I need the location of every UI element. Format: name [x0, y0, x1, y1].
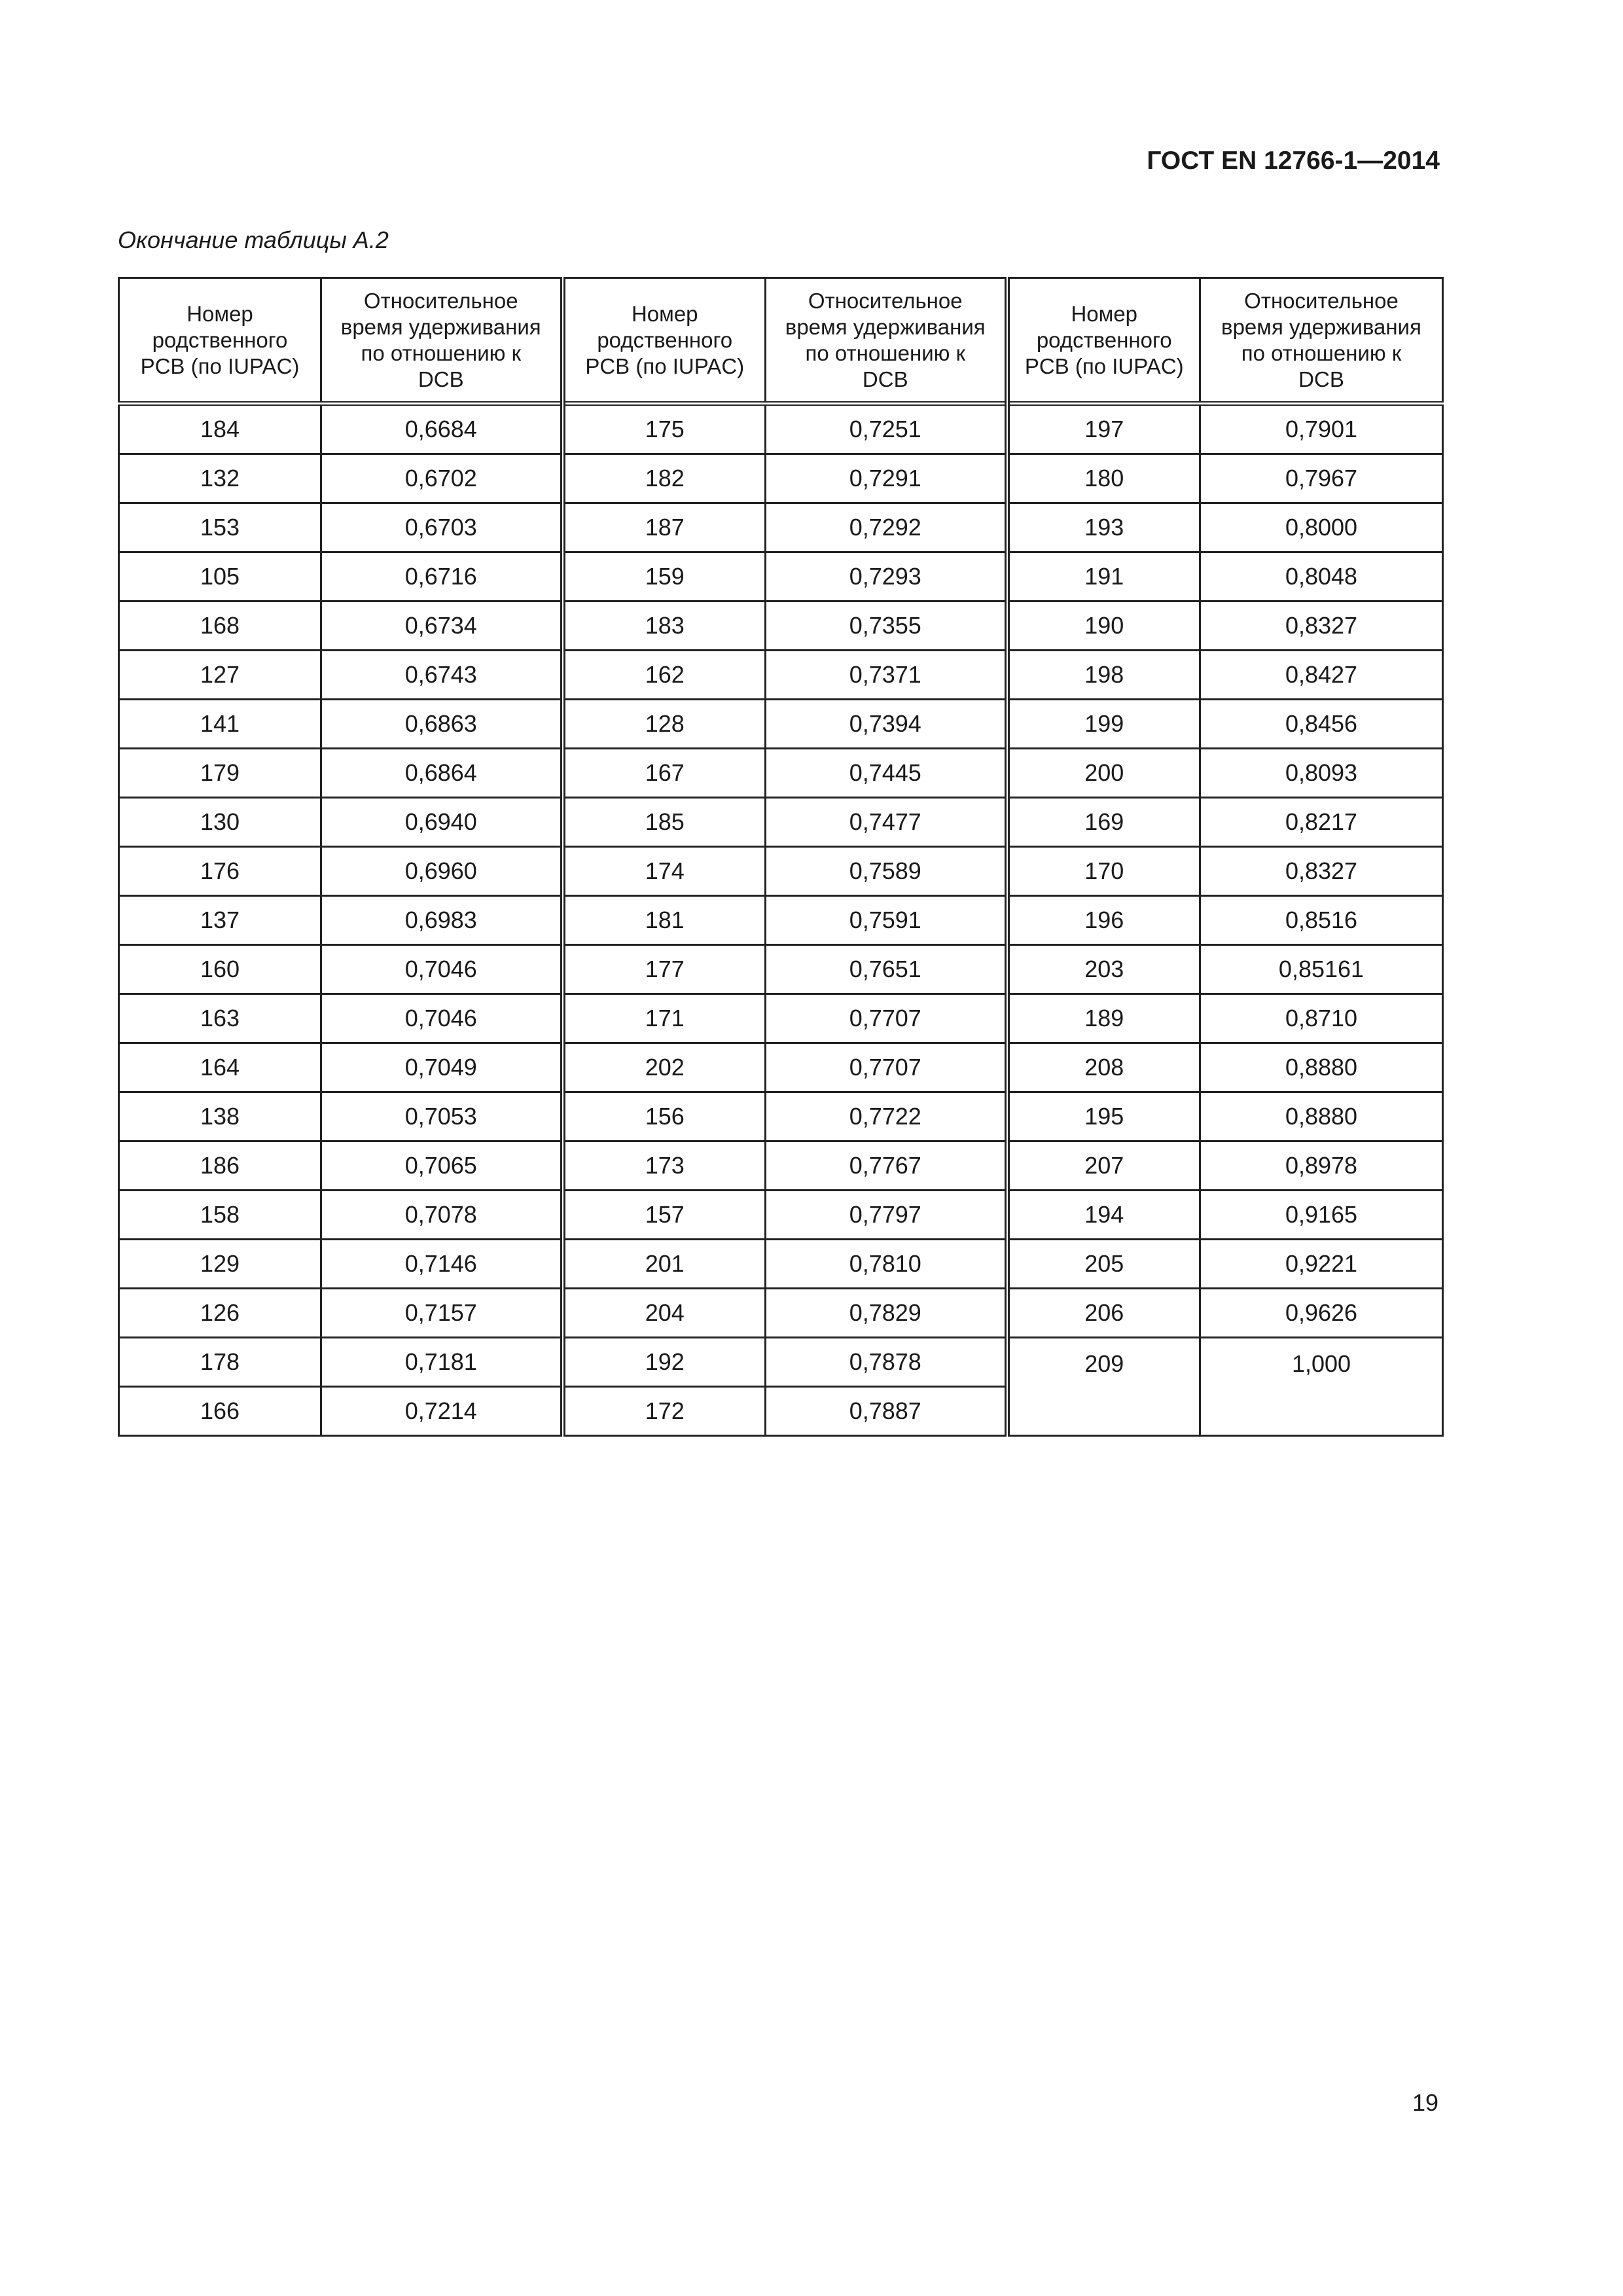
table-cell: 0,7591 [766, 896, 1007, 945]
table-row [119, 847, 1443, 896]
table-cell: 159 [563, 552, 766, 601]
table-cell: 173 [563, 1141, 766, 1191]
table-cell: 158 [119, 1191, 321, 1240]
table-cell: 0,7251 [766, 404, 1007, 454]
table-cell: 183 [563, 601, 766, 651]
table-cell: 0,6863 [321, 700, 563, 749]
table-cell: 176 [119, 847, 321, 896]
table-row [119, 1191, 1443, 1240]
table-cell: 0,9165 [1200, 1191, 1443, 1240]
table-cell: 0,7053 [321, 1092, 563, 1141]
table-cell: 0,7292 [766, 503, 1007, 552]
table-cell: 0,7887 [766, 1387, 1007, 1436]
table-cell: 168 [119, 601, 321, 651]
header-rrt-1: Относительное время удерживания по отношению к DCB [321, 278, 563, 404]
table-cell: 137 [119, 896, 321, 945]
page-number: 19 [1412, 2089, 1438, 2116]
table-cell: 0,6983 [321, 896, 563, 945]
table-row [119, 994, 1443, 1043]
document-code: ГОСТ EN 12766-1—2014 [1147, 147, 1440, 175]
table-cell: 209 [1007, 1338, 1200, 1436]
table-cell: 0,8327 [1200, 847, 1443, 896]
table-cell: 0,7046 [321, 994, 563, 1043]
table-cell: 0,7214 [321, 1387, 563, 1436]
header-rrt-2: Относительное время удерживания по отношению к DCB [766, 278, 1007, 404]
table-cell: 170 [1007, 847, 1200, 896]
table-cell: 153 [119, 503, 321, 552]
table-cell: 174 [563, 847, 766, 896]
table-cell: 0,7477 [766, 798, 1007, 847]
table-cell: 0,8427 [1200, 651, 1443, 700]
table-cell: 0,7445 [766, 749, 1007, 798]
table-cell: 0,8710 [1200, 994, 1443, 1043]
table-cell: 130 [119, 798, 321, 847]
table-cell: 0,8048 [1200, 552, 1443, 601]
table-cell: 0,8456 [1200, 700, 1443, 749]
table-row [119, 749, 1443, 798]
table-cell: 0,7181 [321, 1338, 563, 1387]
table-cell: 0,8093 [1200, 749, 1443, 798]
table-cell: 0,6734 [321, 601, 563, 651]
table-cell: 0,6743 [321, 651, 563, 700]
table-cell: 127 [119, 651, 321, 700]
table-row [119, 601, 1443, 651]
table-cell: 192 [563, 1338, 766, 1387]
table-cell: 198 [1007, 651, 1200, 700]
table-cell: 0,7046 [321, 945, 563, 994]
table-cell: 202 [563, 1043, 766, 1092]
table-cell: 175 [563, 404, 766, 454]
table-cell: 0,7797 [766, 1191, 1007, 1240]
table-cell: 0,7707 [766, 1043, 1007, 1092]
table-row [119, 896, 1443, 945]
table-cell: 157 [563, 1191, 766, 1240]
table-cell: 178 [119, 1338, 321, 1387]
table-cell: 169 [1007, 798, 1200, 847]
table-cell: 0,7293 [766, 552, 1007, 601]
table-cell: 164 [119, 1043, 321, 1092]
header-pcb-number-3: Номер родственного PCB (по IUPAC) [1007, 278, 1200, 404]
table-cell: 160 [119, 945, 321, 994]
table-cell: 0,6716 [321, 552, 563, 601]
table-header-row [119, 278, 1443, 404]
table-cell: 182 [563, 454, 766, 503]
table-cell: 0,7901 [1200, 404, 1443, 454]
table-cell: 0,8217 [1200, 798, 1443, 847]
table-cell: 0,7707 [766, 994, 1007, 1043]
table-cell: 0,7651 [766, 945, 1007, 994]
table-cell: 206 [1007, 1289, 1200, 1338]
table-cell: 0,7810 [766, 1240, 1007, 1289]
table-cell: 0,9626 [1200, 1289, 1443, 1338]
table-row [119, 552, 1443, 601]
table-cell: 0,7065 [321, 1141, 563, 1191]
table-cell: 0,85161 [1200, 945, 1443, 994]
table-cell: 0,7371 [766, 651, 1007, 700]
header-pcb-number-1: Номер родственного PCB (по IUPAC) [119, 278, 321, 404]
table-cell: 0,7767 [766, 1141, 1007, 1191]
table-cell: 129 [119, 1240, 321, 1289]
table-cell: 0,7878 [766, 1338, 1007, 1387]
table-cell: 0,7829 [766, 1289, 1007, 1338]
table-cell: 195 [1007, 1092, 1200, 1141]
table-cell: 0,7146 [321, 1240, 563, 1289]
table-row [119, 404, 1443, 454]
table-cell: 179 [119, 749, 321, 798]
table-caption: Окончание таблицы А.2 [118, 226, 389, 253]
table-cell: 196 [1007, 896, 1200, 945]
table-cell: 0,6684 [321, 404, 563, 454]
table-cell: 200 [1007, 749, 1200, 798]
table-row [119, 1043, 1443, 1092]
table-cell: 0,6702 [321, 454, 563, 503]
table-cell: 181 [563, 896, 766, 945]
table-cell: 199 [1007, 700, 1200, 749]
table-cell: 203 [1007, 945, 1200, 994]
table-cell: 163 [119, 994, 321, 1043]
table-row [119, 1240, 1443, 1289]
table-cell: 177 [563, 945, 766, 994]
table-cell: 0,7291 [766, 454, 1007, 503]
table-cell: 132 [119, 454, 321, 503]
table-cell: 0,8978 [1200, 1141, 1443, 1191]
table-row [119, 1289, 1443, 1338]
table-cell: 0,8880 [1200, 1043, 1443, 1092]
table-cell: 0,6940 [321, 798, 563, 847]
table-cell: 197 [1007, 404, 1200, 454]
table-cell: 0,7049 [321, 1043, 563, 1092]
table-cell: 186 [119, 1141, 321, 1191]
table-cell: 171 [563, 994, 766, 1043]
header-rrt-3: Относительное время удерживания по отношению к DCB [1200, 278, 1443, 404]
table-cell: 0,7589 [766, 847, 1007, 896]
table-cell: 205 [1007, 1240, 1200, 1289]
table-cell: 185 [563, 798, 766, 847]
table-cell: 156 [563, 1092, 766, 1141]
table-cell: 187 [563, 503, 766, 552]
table-container [118, 277, 1442, 1437]
rrt-table [118, 277, 1444, 1437]
table-row [119, 945, 1443, 994]
table-row [119, 651, 1443, 700]
table-cell: 172 [563, 1387, 766, 1436]
table-cell: 105 [119, 552, 321, 601]
table-cell: 0,6864 [321, 749, 563, 798]
table-cell: 0,6703 [321, 503, 563, 552]
table-cell: 207 [1007, 1141, 1200, 1191]
table-cell: 191 [1007, 552, 1200, 601]
table-cell: 193 [1007, 503, 1200, 552]
table-cell: 0,7722 [766, 1092, 1007, 1141]
table-cell: 166 [119, 1387, 321, 1436]
table-cell: 162 [563, 651, 766, 700]
table-cell: 184 [119, 404, 321, 454]
table-row [119, 1141, 1443, 1191]
table-cell: 190 [1007, 601, 1200, 651]
table-cell: 180 [1007, 454, 1200, 503]
table-cell: 0,8880 [1200, 1092, 1443, 1141]
table-row [119, 700, 1443, 749]
table-cell: 141 [119, 700, 321, 749]
table-row [119, 798, 1443, 847]
table-cell: 0,8000 [1200, 503, 1443, 552]
table-cell: 0,6960 [321, 847, 563, 896]
table-row [119, 503, 1443, 552]
table-cell: 0,7967 [1200, 454, 1443, 503]
table-cell: 201 [563, 1240, 766, 1289]
table-cell: 189 [1007, 994, 1200, 1043]
table-cell: 0,8327 [1200, 601, 1443, 651]
table-cell: 0,7157 [321, 1289, 563, 1338]
table-cell: 126 [119, 1289, 321, 1338]
table-row [119, 1338, 1443, 1387]
table-cell: 128 [563, 700, 766, 749]
table-cell: 138 [119, 1092, 321, 1141]
table-cell: 204 [563, 1289, 766, 1338]
table-cell: 0,7394 [766, 700, 1007, 749]
table-row [119, 454, 1443, 503]
table-cell: 0,7078 [321, 1191, 563, 1240]
table-cell: 194 [1007, 1191, 1200, 1240]
table-cell: 0,8516 [1200, 896, 1443, 945]
table-cell: 1,000 [1200, 1338, 1443, 1436]
table-cell: 167 [563, 749, 766, 798]
table-cell: 0,7355 [766, 601, 1007, 651]
table-row [119, 1092, 1443, 1141]
table-cell: 0,9221 [1200, 1240, 1443, 1289]
table-cell: 208 [1007, 1043, 1200, 1092]
header-pcb-number-2: Номер родственного PCB (по IUPAC) [563, 278, 766, 404]
